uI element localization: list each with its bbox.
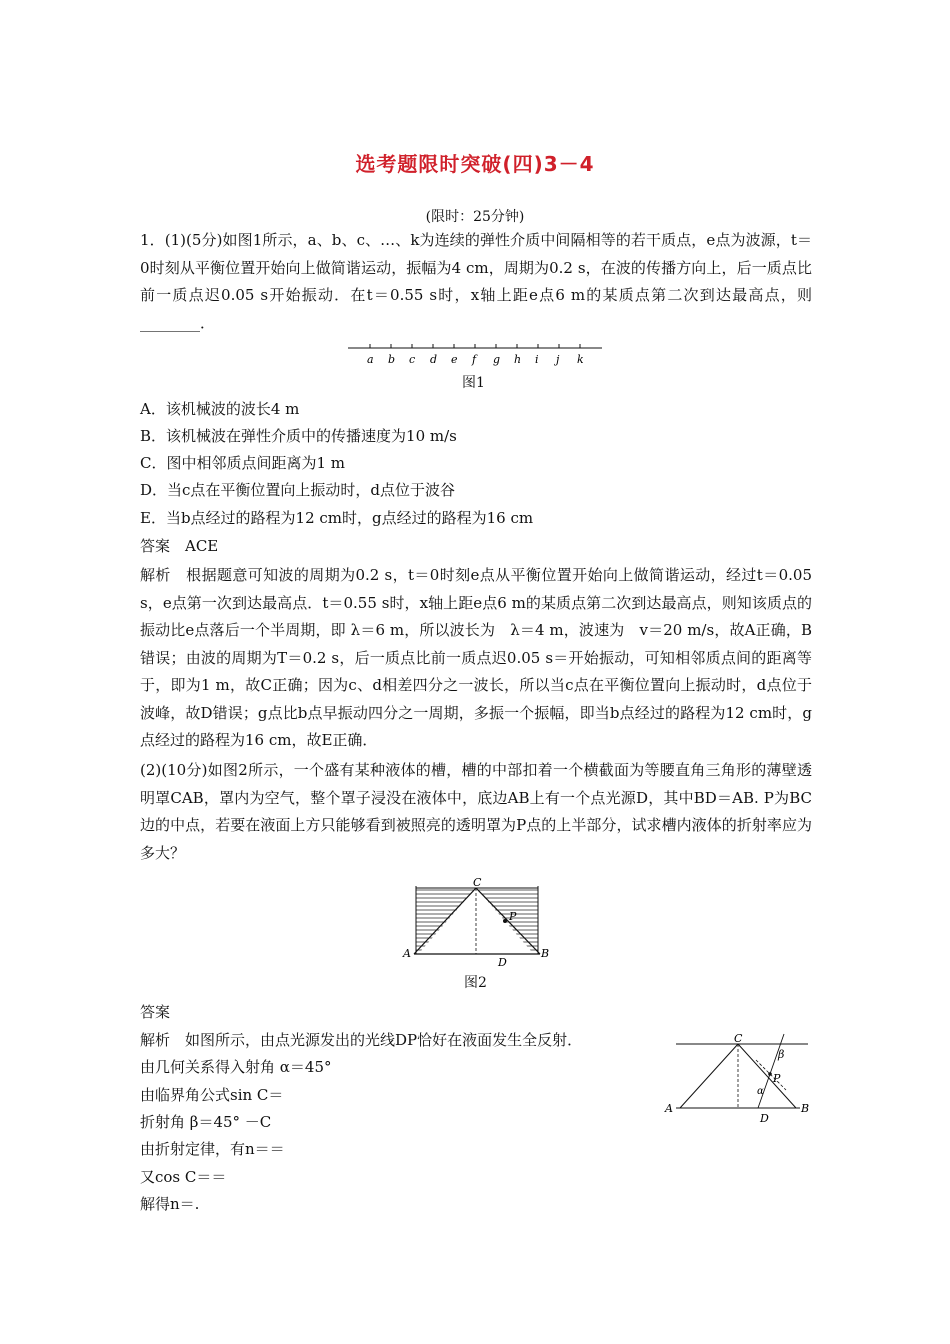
fig1-label: i xyxy=(535,353,539,366)
q2-analysis-7: 解得n＝. xyxy=(140,1195,200,1213)
fig2-label-c: C xyxy=(473,876,482,889)
q1-answer: 答案 ACE xyxy=(140,537,219,555)
q1-option-b: B．该机械波在弹性介质中的传播速度为10 m/s xyxy=(140,427,457,445)
fig3-label-b: B xyxy=(801,1102,810,1115)
fig3-label-c: C xyxy=(734,1032,743,1045)
fig2-label-p: P xyxy=(509,910,517,923)
fig3-label-beta: β xyxy=(778,1048,785,1061)
fig1-label: c xyxy=(409,353,416,366)
fig2-label-a: A xyxy=(403,947,411,960)
fig3-label-d: D xyxy=(760,1112,769,1125)
q1-analysis: 解析 根据题意可知波的周期为0.2 s，t＝0时刻e点从平衡位置开始向上做简谐运动，经过t＝0.05 s，e点第一次到达最高点．t＝0.55 s时，x轴上距e点6 m的某质点第二次到达最高点，则知该质点的振动比e点落后一个半周期，即 λ＝6 m，所以波长为 λ＝4 m，波速为 v＝20 m/s，故A正确，B错误；由波的周期为T＝0.2 s，后一质点比前一质点迟0.05 s＝开始振动，可知相邻质点间的距离等于，即为1 m，故C正确；因为c、d相差四分之一波长，所以当c点在平衡位置向上振动时，d点位于波峰，故D错误；g点比b点早振动四分之一周期，多振一个振幅，即当b点经过的路程为12 cm时，g点经过的路程为16 cm，故E正确． xyxy=(140,566,812,749)
fig1-label: k xyxy=(577,353,584,366)
q2-stem: (2)(10分)如图2所示，一个盛有某种液体的槽，槽的中部扣着一个横截面为等腰直角三角形的薄壁透明罩CAB，罩内为空气，整个罩子浸没在液体中，底边AB上有一个点光源D，其中BD＝AB. P为BC边的中点，若要在液面上方只能够看到被照亮的透明罩为P点的上半部分，试求槽内液体的折射率应为多大？ xyxy=(140,761,812,862)
q1-option-e: E．当b点经过的路程为12 cm时，g点经过的路程为16 cm xyxy=(140,509,534,527)
fig2-point-p xyxy=(503,919,507,923)
q2-answer: 答案 xyxy=(140,1003,171,1021)
q2-analysis-6: 又cos C＝＝ xyxy=(140,1168,227,1186)
fig3-label-a: A xyxy=(665,1102,673,1115)
fig1-label: h xyxy=(514,353,522,366)
fig3-side-ca xyxy=(680,1044,738,1108)
fig1-label: f xyxy=(472,353,477,366)
fig3-label-p: P xyxy=(773,1072,781,1085)
q2-analysis-2: 由几何关系得入射角 α＝45° xyxy=(140,1058,332,1076)
fig1-label: e xyxy=(451,353,458,366)
q1-option-a: A．该机械波的波长4 m xyxy=(140,400,300,418)
q2-analysis-3: 由临界角公式sin C＝ xyxy=(140,1086,284,1104)
fig1-label: j xyxy=(556,353,560,366)
q2-analysis-4: 折射角 β＝45° －C xyxy=(140,1113,272,1131)
time-limit: (限时：25分钟) xyxy=(425,209,525,225)
fig1-label: b xyxy=(388,353,396,366)
q1-stem: 1．(1)(5分)如图1所示，a、b、c、…、k为连续的弹性介质中间隔相等的若干质点，e点为波源，t＝0时刻从平衡位置开始向上做简谐运动，振幅为4 cm，周期为0.2 s，在波的传播方向上，后一质点比前一质点迟0.05 s开始振动．在t＝0.55 s时，x轴上距e点6 m的某质点第二次到达最高点，则________． xyxy=(140,231,812,332)
q2-analysis-5: 由折射定律，有n＝＝ xyxy=(140,1140,285,1158)
figure-2 xyxy=(400,876,560,968)
figure-2-caption: 图2 xyxy=(464,975,487,991)
fig1-label: d xyxy=(430,353,438,366)
q2-analysis-1: 解析 如图所示，由点光源发出的光线DP恰好在液面发生全反射． xyxy=(140,1031,583,1049)
page-title: 选考题限时突破(四)3－4 xyxy=(355,152,595,176)
fig1-label: a xyxy=(367,353,374,366)
fig3-point-p xyxy=(768,1072,772,1076)
fig1-label: g xyxy=(493,353,501,366)
fig3-side-cb xyxy=(738,1044,796,1108)
q1-option-c: C．图中相邻质点间距离为1 m xyxy=(140,454,346,472)
fig3-label-alpha: α xyxy=(757,1086,764,1097)
q1-option-d: D．当c点在平衡位置向上振动时，d点位于波谷 xyxy=(140,481,456,499)
figure-3 xyxy=(660,1030,820,1130)
figure-1-caption: 图1 xyxy=(462,375,485,391)
fig2-label-b: B xyxy=(541,947,550,960)
figure-1 xyxy=(348,342,604,372)
fig2-label-d: D xyxy=(498,956,507,968)
